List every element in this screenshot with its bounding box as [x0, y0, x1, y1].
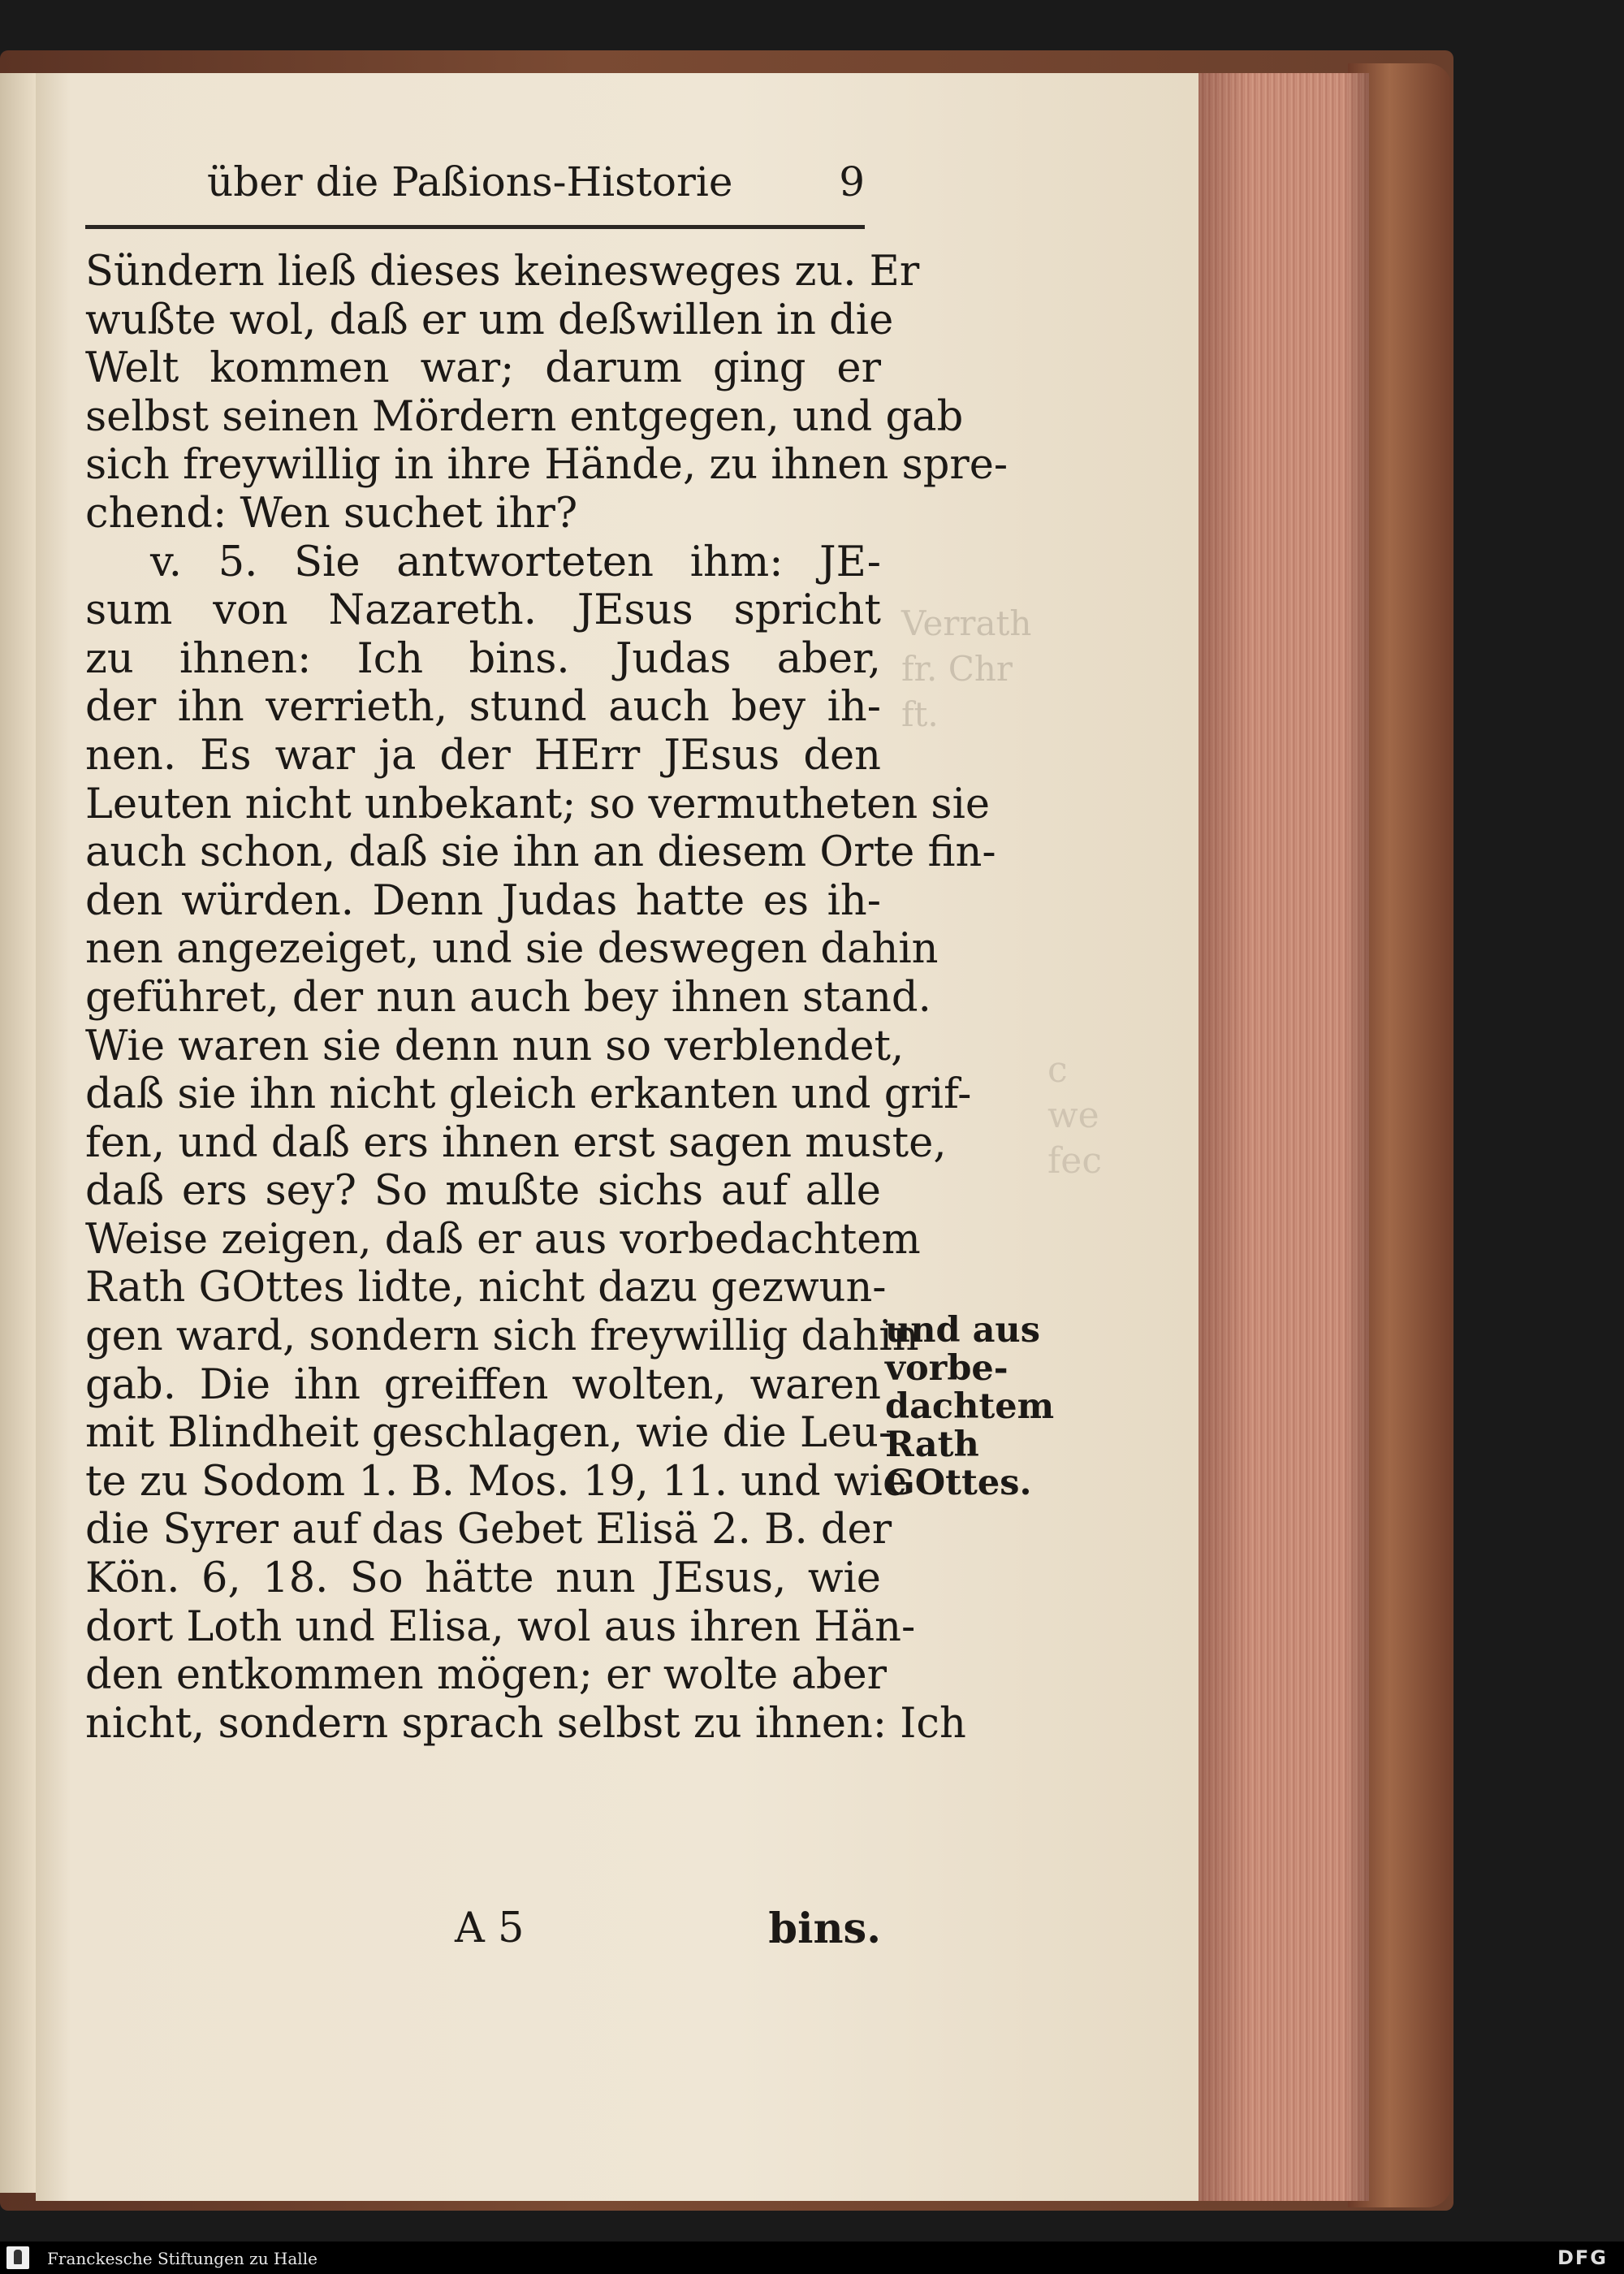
margin-note-line: dachtem [885, 1386, 1055, 1427]
text-line: der ihn verrieth, stund auch bey ih- [85, 683, 881, 732]
text-line: daß ers sey? So mußte sichs auf alle [85, 1167, 881, 1216]
margin-note-line: GOttes. [885, 1463, 1032, 1503]
text-line: geführet, der nun auch bey ihnen stand. [85, 973, 931, 1022]
page-number: 9 [839, 158, 865, 205]
text-line: nicht, sondern sprach selbst zu ihnen: Ich [85, 1699, 966, 1748]
margin-note-line: Rath [885, 1424, 979, 1465]
show-through-text-upper: Verrath fr. Chr ft. [901, 603, 1032, 734]
page-block-shade [1199, 73, 1369, 2201]
margin-note-line: vorbe- [885, 1348, 1009, 1389]
text-line: selbst seinen Mördern entgegen, und gab [85, 392, 964, 441]
margin-note-line: und aus [885, 1310, 1040, 1351]
text-line: nen angezeiget, und sie deswegen dahin [85, 925, 939, 974]
text-line: nen. Es war ja der HErr JEsus den [85, 731, 881, 780]
text-line: dort Loth und Elisa, wol aus ihren Hän- [85, 1602, 916, 1651]
text-line: Sündern ließ dieses keinesweges zu. Er [85, 248, 920, 296]
signature-mark: A 5 [455, 1904, 525, 1952]
dfg-logo: DFG [1557, 2246, 1608, 2269]
margin-note [885, 1310, 1055, 1503]
text-line: die Syrer auf das Gebet Elisä 2. B. der [85, 1506, 892, 1554]
text-line: sum von Nazareth. JEsus spricht [85, 586, 881, 635]
text-line: den entkommen mögen; er wolte aber [85, 1651, 888, 1700]
page-header [85, 158, 865, 223]
text-line: daß sie ihn nicht gleich erkanten und grif- [85, 1070, 972, 1119]
running-head: über die Paßions-Historie [207, 158, 733, 205]
institution-logo-icon [6, 2246, 29, 2269]
text-line: Leuten nicht unbekant; so vermutheten sie [85, 780, 991, 828]
text-line: Welt kommen war; darum ging er [85, 344, 881, 393]
text-line: wußte wol, daß er um deßwillen in die [85, 296, 894, 344]
header-rule [85, 225, 865, 229]
show-through-text-lower: c we fec [1047, 1049, 1102, 1182]
text-line: gen ward, sondern sich freywillig dahin [85, 1312, 919, 1361]
text-line: chend: Wen suchet ihr? [85, 489, 578, 538]
text-line: v. 5. Sie antworteten ihm: JE- [150, 538, 881, 586]
text-line: fen, und daß ers ihnen erst sagen muste, [85, 1118, 947, 1167]
text-line: den würden. Denn Judas hatte es ih- [85, 876, 881, 925]
text-line: Rath GOttes lidte, nicht dazu gezwun- [85, 1264, 887, 1312]
text-line: auch schon, daß sie ihn an diesem Orte fin- [85, 828, 996, 877]
text-line: mit Blindheit geschlagen, wie die Leu- [85, 1409, 893, 1458]
viewer-footer [0, 2242, 1624, 2274]
catchword: bins. [768, 1904, 881, 1953]
text-line: Weise zeigen, daß er aus vorbedachtem [85, 1215, 921, 1264]
page-footer-line [85, 1904, 881, 1961]
previous-page-sliver [0, 73, 36, 2193]
text-line: gab. Die ihn greiffen wolten, waren [85, 1360, 881, 1409]
text-line: sich freywillig in ihre Hände, zu ihnen spre- [85, 441, 1009, 490]
text-line: te zu Sodom 1. B. Mos. 19, 11. und wie [85, 1457, 908, 1506]
text-line: Kön. 6, 18. So hätte nun JEsus, wie [85, 1554, 881, 1603]
text-line: zu ihnen: Ich bins. Judas aber, [85, 634, 881, 683]
text-line: Wie waren sie denn nun so verblendet, [85, 1022, 905, 1070]
institution-name: Franckesche Stiftungen zu Halle [47, 2249, 317, 2268]
